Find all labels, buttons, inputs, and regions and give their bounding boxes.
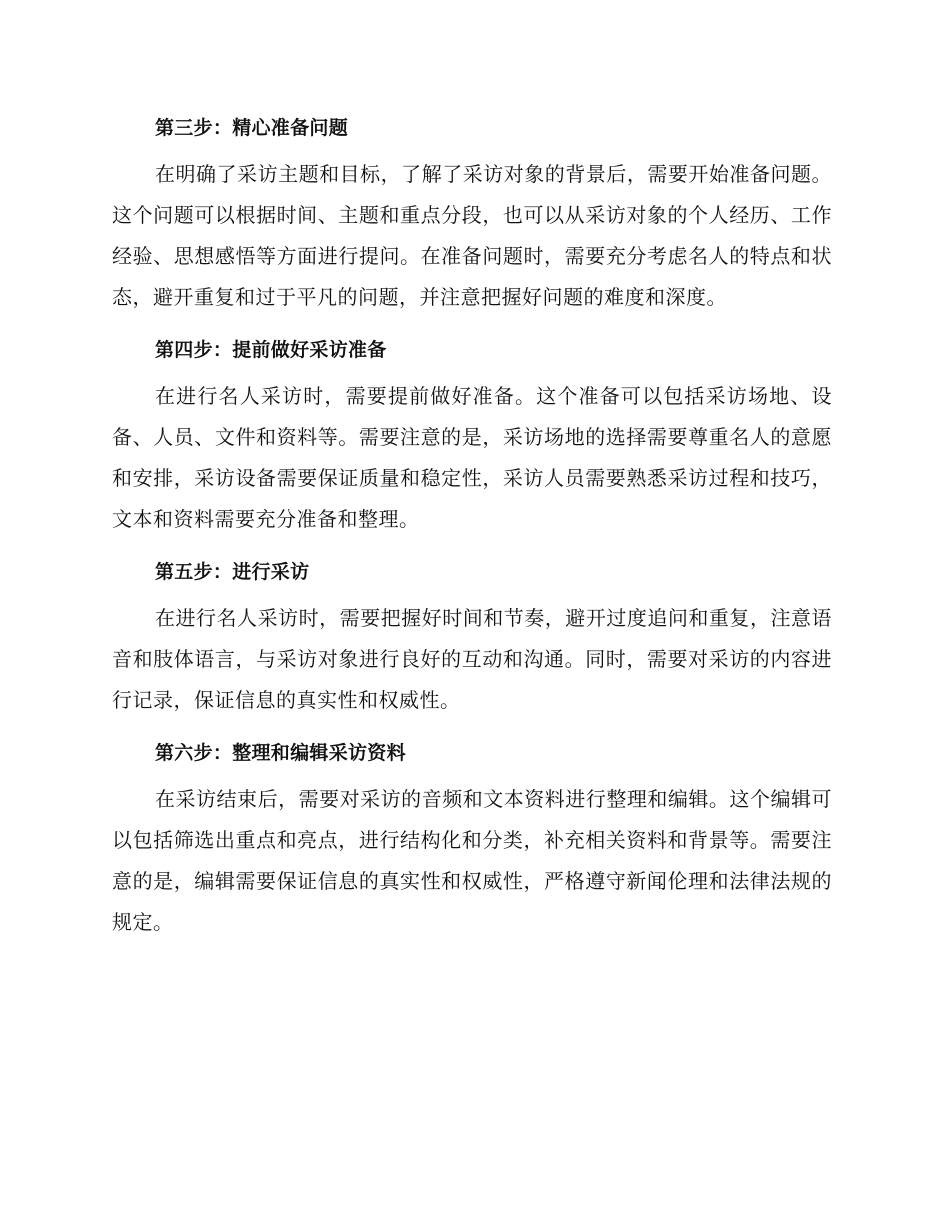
section-heading-step-4: 第四步：提前做好采访准备 xyxy=(155,339,387,361)
section-body-step-3: 在明确了采访主题和目标，了解了采访对象的背景后，需要开始准备问题。这个问题可以根据时间、主题和重点分段，也可以从采访对象的个人经历、工作经验、思想感悟等方面进行提问。在准备问题时，需要充分考虑名人的特点和状态，避开重复和过于平凡的问题，并注意把握好问题的难度和深度。 xyxy=(112,162,832,309)
section-body-step-5: 在进行名人采访时，需要把握好时间和节奏，避开过度追问和重复，注意语音和肢体语言，与采访对象进行良好的互动和沟通。同时，需要对采访的内容进行记录，保证信息的真实性和权威性。 xyxy=(112,606,832,712)
section-heading-step-6: 第六步：整理和编辑采访资料 xyxy=(155,742,406,764)
section-body-step-4: 在进行名人采访时，需要提前做好准备。这个准备可以包括采访场地、设备、人员、文件和资料等。需要注意的是，采访场地的选择需要尊重名人的意愿和安排，采访设备需要保证质量和稳定性，采访人员需要熟悉采访过程和技巧，文本和资料需要充分准备和整理。 xyxy=(112,384,832,531)
section-heading-step-5: 第五步：进行采访 xyxy=(155,561,310,583)
document-content xyxy=(112,108,832,955)
section-heading-step-3: 第三步：精心准备问题 xyxy=(155,117,349,139)
section-body-step-6: 在采访结束后，需要对采访的音频和文本资料进行整理和编辑。这个编辑可以包括筛选出重点和亮点，进行结构化和分类，补充相关资料和背景等。需要注意的是，编辑需要保证信息的真实性和权威性，严格遵守新闻伦理和法律法规的规定。 xyxy=(112,787,832,934)
